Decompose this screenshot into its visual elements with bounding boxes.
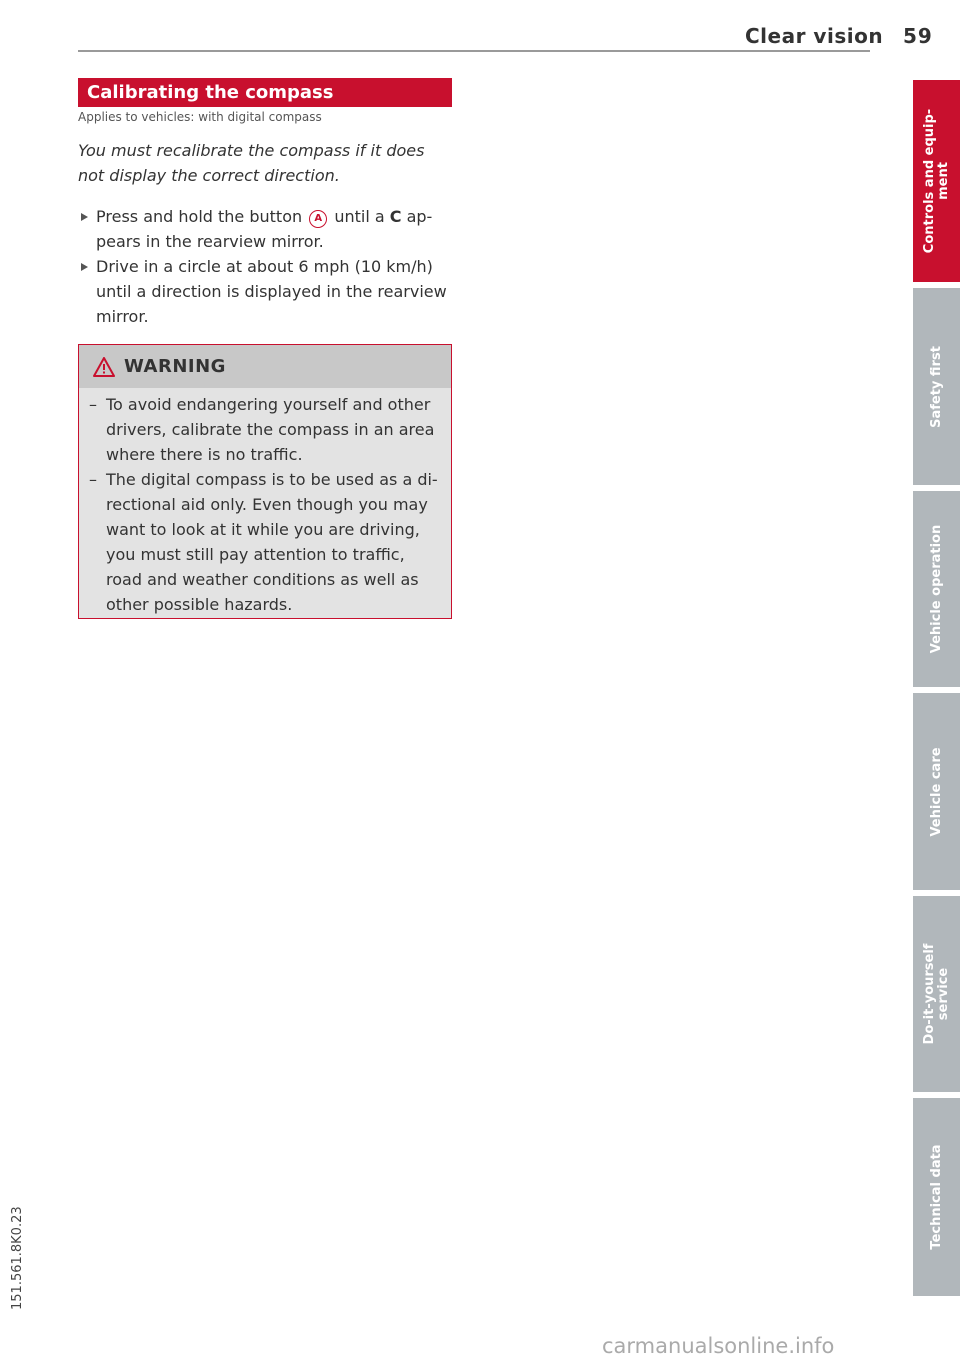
page-number: 59 xyxy=(903,24,933,48)
tab-do-it-yourself-service[interactable] xyxy=(913,896,960,1092)
tab-label: Vehicle care xyxy=(928,746,944,837)
list-dash: – xyxy=(89,470,97,489)
warning-triangle-icon xyxy=(93,357,115,377)
tab-label: Technical data xyxy=(928,1144,944,1250)
list-dash: – xyxy=(89,395,97,414)
intro-line: not display the correct direction. xyxy=(78,166,340,185)
warning-box xyxy=(78,344,452,619)
tab-safety-first[interactable] xyxy=(913,288,960,485)
warning-list xyxy=(79,388,451,617)
button-a-marker-icon: A xyxy=(309,210,327,228)
tab-label: Vehicle operation xyxy=(928,524,944,654)
header-rule xyxy=(78,50,870,52)
tab-controls-and-equipment[interactable] xyxy=(913,80,960,282)
warning-line: you must still pay attention to traffic, xyxy=(106,545,405,564)
warning-item xyxy=(89,467,441,617)
step-line: pears in the rearview mirror. xyxy=(96,232,324,251)
tab-vehicle-care[interactable] xyxy=(913,693,960,890)
warning-line: The digital compass is to be used as a di- xyxy=(106,470,438,489)
tab-label: Safety first xyxy=(928,345,944,428)
step-2 xyxy=(78,254,458,329)
warning-line: want to look at it while you are driving, xyxy=(106,520,420,539)
warning-line: drivers, calibrate the compass in an area xyxy=(106,420,435,439)
applies-to-note: Applies to vehicles: with digital compass xyxy=(78,110,322,124)
page-header-title: Clear vision xyxy=(745,24,884,48)
instruction-steps xyxy=(78,204,458,329)
step-line: mirror. xyxy=(96,307,149,326)
step-line: Press and hold the button A until a C ap- xyxy=(96,207,433,226)
tab-vehicle-operation[interactable] xyxy=(913,491,960,687)
step-arrow-icon xyxy=(81,263,88,271)
intro-text xyxy=(78,138,458,188)
step-1 xyxy=(78,204,458,254)
step-line: Drive in a circle at about 6 mph (10 km/h) xyxy=(96,257,433,276)
warning-line: where there is no traffic. xyxy=(106,445,303,464)
intro-line: You must recalibrate the compass if it does xyxy=(78,141,425,160)
warning-line: road and weather conditions as well as xyxy=(106,570,419,589)
letter-c: C xyxy=(389,207,402,226)
tab-technical-data[interactable] xyxy=(913,1098,960,1296)
warning-item xyxy=(89,392,441,467)
warning-header xyxy=(79,345,451,388)
warning-line: rectional aid only. Even though you may xyxy=(106,495,428,514)
step-line: until a direction is displayed in the rearview xyxy=(96,282,447,301)
tab-label: Do-it-yourself service xyxy=(921,943,951,1045)
step-arrow-icon xyxy=(81,213,88,221)
watermark: carmanualsonline.info xyxy=(602,1334,835,1358)
tab-label: Controls and equip- ment xyxy=(921,108,951,254)
warning-line: To avoid endangering yourself and other xyxy=(106,395,431,414)
warning-line: other possible hazards. xyxy=(106,595,293,614)
document-code: 151.561.8K0.23 xyxy=(10,1206,25,1310)
section-heading: Calibrating the compass xyxy=(78,78,452,107)
warning-label: WARNING xyxy=(124,356,226,377)
